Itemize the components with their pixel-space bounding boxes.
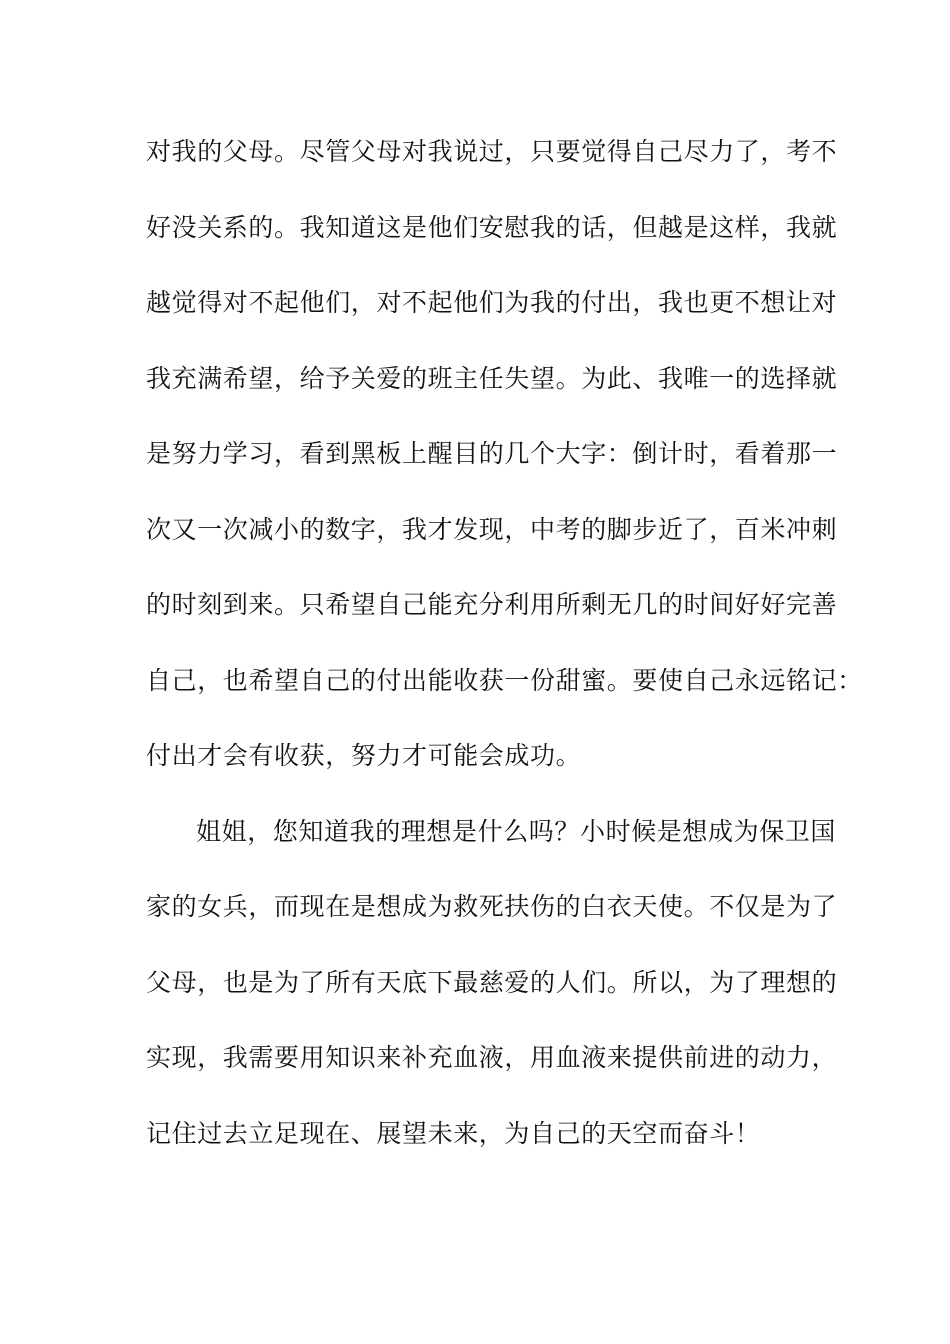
body-text [146, 128, 863, 1185]
text-line: 自己，也希望自己的付出能收获一份甜蜜。要使自己永远铭记： [146, 665, 863, 695]
text-line: 越觉得对不起他们，对不起他们为我的付出，我也更不想让对 [146, 288, 838, 317]
text-line: 次又一次减小的数字，我才发现，中考的脚步近了，百米冲刺 [146, 514, 838, 544]
text-line: 好没关系的。我知道这是他们安慰我的话，但越是这样，我就 [146, 212, 838, 242]
text-line: 父母，也是为了所有天底下最慈爱的人们。所以，为了理想的 [146, 967, 838, 997]
text-line: 的时刻到来。只希望自己能充分利用所剩无几的时间好好完善 [146, 590, 838, 619]
paragraph-1 [146, 128, 863, 808]
text-line: 付出才会有收获，努力才可能会成功。 [146, 741, 582, 770]
text-line-indented: 姐姐，您知道我的理想是什么吗？小时候是想成为保卫国 [196, 816, 837, 846]
text-line: 记住过去立足现在、展望未来，为自己的天空而奋斗！ [146, 1118, 761, 1148]
text-line: 我充满希望，给予关爱的班主任失望。为此、我唯一的选择就 [146, 363, 838, 393]
text-line: 对我的父母。尽管父母对我说过，只要觉得自己尽力了，考不 [146, 137, 838, 166]
paragraph-2 [146, 808, 836, 1186]
text-line: 家的女兵，而现在是想成为救死扶伤的白衣天使。不仅是为了 [146, 892, 838, 921]
text-line: 是努力学习，看到黑板上醒目的几个大字：倒计时，看着那一 [146, 439, 838, 468]
text-line: 实现，我需要用知识来补充血液，用血液来提供前进的动力， [146, 1043, 838, 1072]
